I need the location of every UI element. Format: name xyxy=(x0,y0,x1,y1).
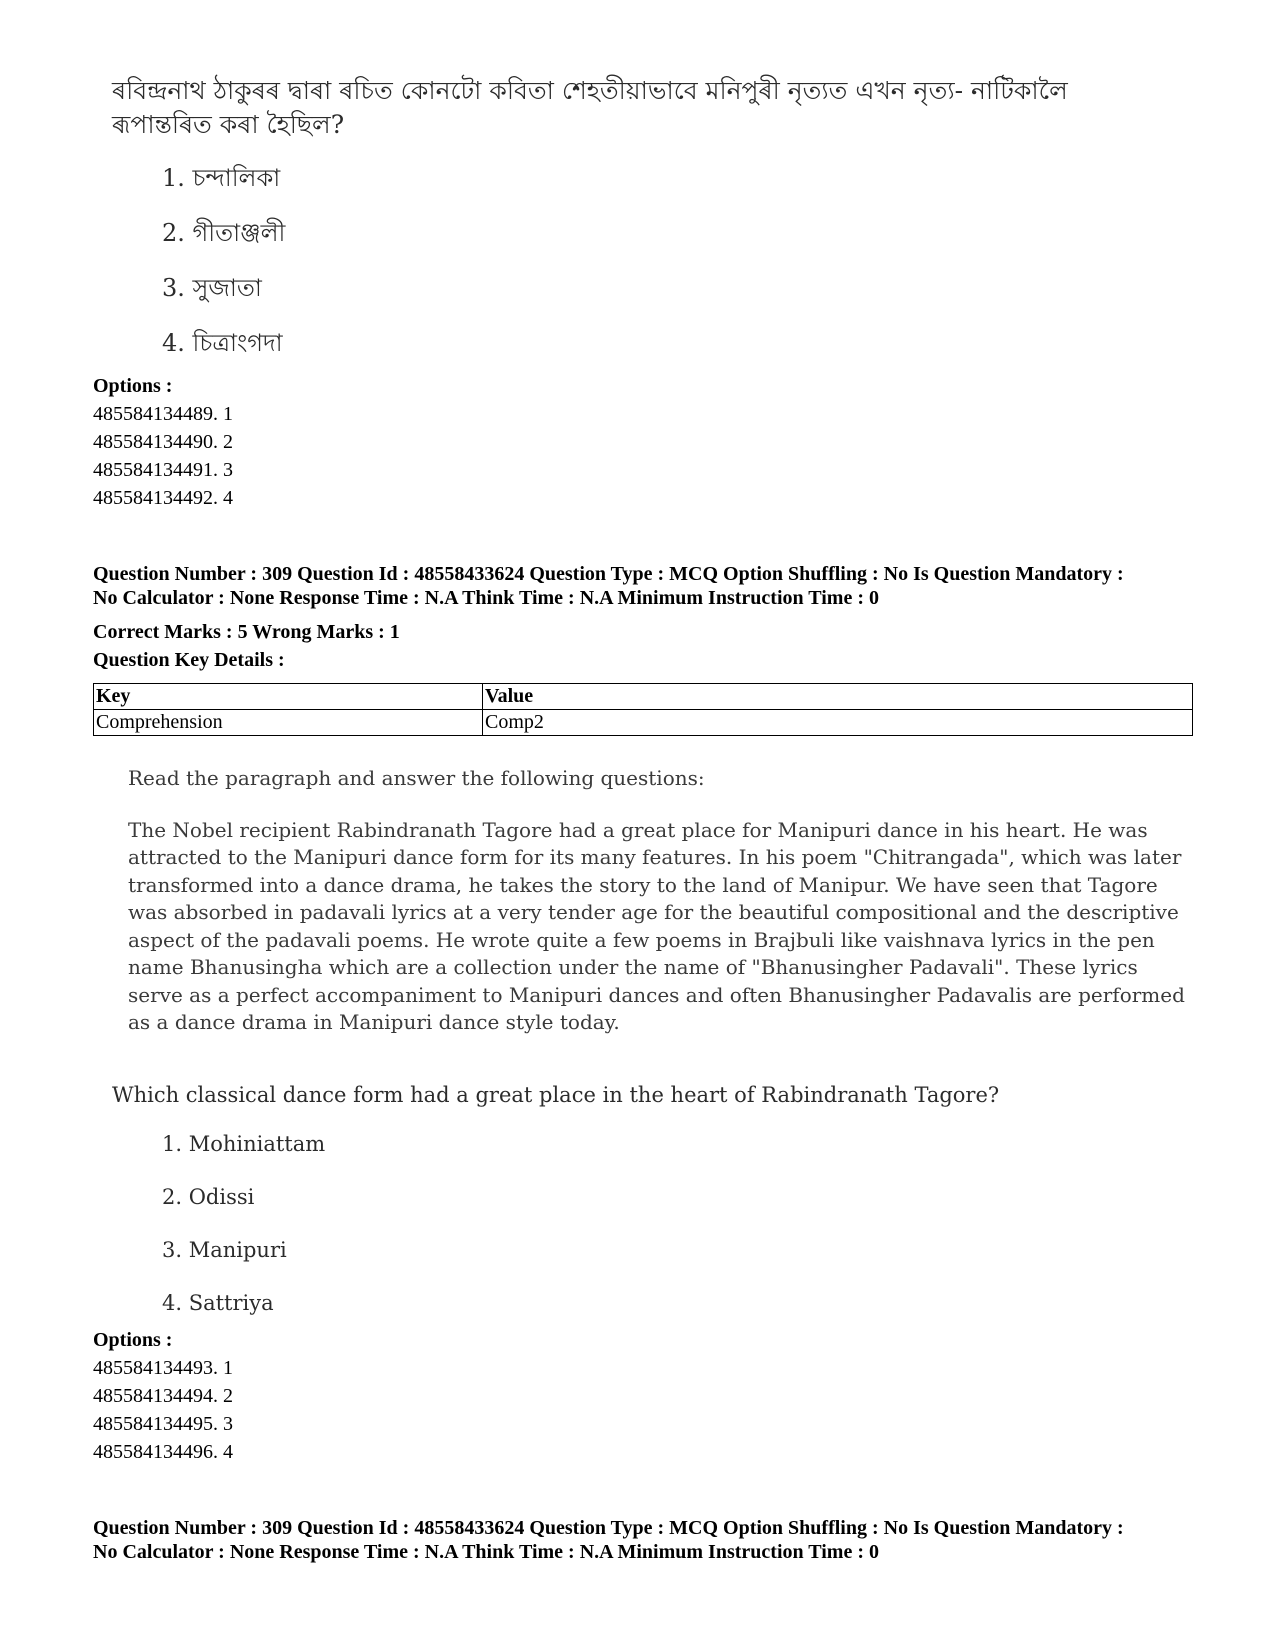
table-row xyxy=(94,710,1193,736)
option-id: 485584134496. 4 xyxy=(93,1441,233,1463)
passage-intro: Read the paragraph and answer the following questions: xyxy=(128,766,705,790)
question-option: 2. গীতাঞ্জলী xyxy=(162,219,286,247)
options-block xyxy=(93,372,233,512)
option-id: 485584134493. 1 xyxy=(93,1357,233,1379)
metadata-line: No Calculator : None Response Time : N.A Think Time : N.A Minimum Instruction Time : 0 xyxy=(93,587,879,609)
question-metadata xyxy=(93,1516,1213,1564)
question-option: 4. Sattriya xyxy=(162,1291,274,1315)
comprehension-passage xyxy=(128,765,1188,1037)
table-header-value: Value xyxy=(483,684,1193,710)
option-id: 485584134492. 4 xyxy=(93,487,233,509)
question-image-english xyxy=(112,1080,1172,1360)
marks-line: Correct Marks : 5 Wrong Marks : 1 xyxy=(93,621,400,643)
metadata-line: Question Number : 309 Question Id : 48558433624 Question Type : MCQ Option Shuffling : No Is Question Mandatory : xyxy=(93,1517,1124,1539)
metadata-line: Question Number : 309 Question Id : 48558433624 Question Type : MCQ Option Shuffling : No Is Question Mandatory : xyxy=(93,563,1124,585)
question-option: 1. চন্দালিকা xyxy=(162,164,281,192)
option-id: 485584134491. 3 xyxy=(93,459,233,481)
options-block xyxy=(93,1326,233,1466)
options-label: Options : xyxy=(93,1329,173,1351)
table-cell-key: Comprehension xyxy=(94,710,483,736)
passage-text: The Nobel recipient Rabindranath Tagore had a great place for Manipuri dance in his heart. He was attracted to the Manipuri dance form for its many features. In his poem "Chitrangada", which was later transformed into a dance drama, he takes the story to the land of Manipur. We have seen that Tagore was absorbed in padavali lyrics at a very tender age for the beautiful compositional and the descriptive aspect of the padavali poems. He wrote quite a few poems in Brajbuli like vaishnava lyrics in the pen name Bhanusingha which are a collection under the name of "Bhanusingher Padavali". These lyrics serve as a perfect accompaniment to Manipuri dances and often Bhanusingher Padavalis are performed as a dance drama in Manipuri dance style today. xyxy=(128,817,1185,1034)
option-id: 485584134495. 3 xyxy=(93,1413,233,1435)
option-id: 485584134489. 1 xyxy=(93,403,233,425)
question-key-table xyxy=(93,683,1193,736)
question-option: 3. Manipuri xyxy=(162,1238,287,1262)
question-option: 4. চিত্ৰাংগদা xyxy=(162,329,283,357)
question-metadata xyxy=(93,562,1213,610)
table-header-row xyxy=(94,684,1193,710)
options-label: Options : xyxy=(93,375,173,397)
question-option: 3. সুজাতা xyxy=(162,274,262,302)
question-option: 1. Mohiniattam xyxy=(162,1132,326,1156)
question-stem: Which classical dance form had a great place in the heart of Rabindranath Tagore? xyxy=(112,1083,1000,1107)
question-option: 2. Odissi xyxy=(162,1185,255,1209)
option-id: 485584134494. 2 xyxy=(93,1385,233,1407)
table-cell-value: Comp2 xyxy=(483,710,1193,736)
metadata-line: No Calculator : None Response Time : N.A Think Time : N.A Minimum Instruction Time : 0 xyxy=(93,1541,879,1563)
question-image-assamese xyxy=(112,74,1152,374)
key-details-label: Question Key Details : xyxy=(93,649,285,671)
question-stem: ৰবিন্দ্ৰনাথ ঠাকুৰৰ দ্বাৰা ৰচিত কোনটো কবিতা শেহতীয়াভাবে মনিপুৰী নৃত্যত এখন নৃত্য- নাটিকালৈ ৰূপান্তৰিত কৰা হৈছিল? xyxy=(112,76,1068,139)
table-header-key: Key xyxy=(94,684,483,710)
option-id: 485584134490. 2 xyxy=(93,431,233,453)
